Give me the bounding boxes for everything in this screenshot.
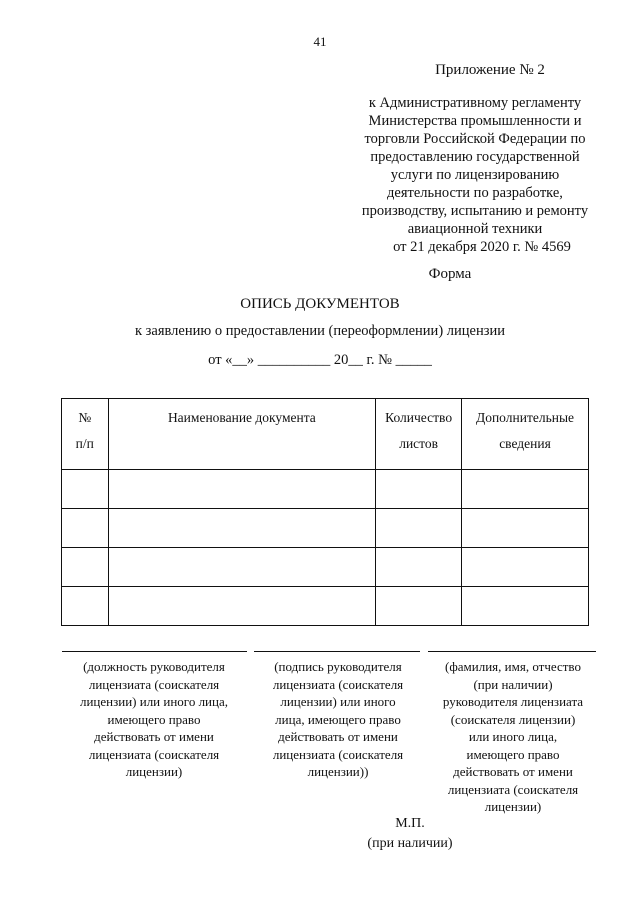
header-document-name: Наименование документа bbox=[108, 399, 376, 470]
regulation-line: к Административному регламенту bbox=[368, 95, 582, 111]
table-cell[interactable] bbox=[462, 509, 589, 548]
table-cell[interactable] bbox=[376, 548, 462, 587]
stamp-placeholder bbox=[340, 814, 480, 854]
table-cell[interactable] bbox=[376, 587, 462, 626]
table-cell[interactable] bbox=[108, 509, 376, 548]
table-header-row bbox=[62, 399, 589, 470]
regulation-line: авиационной техники bbox=[407, 221, 543, 237]
signature-caption-position: (должность руководителя лицензиата (соискателя лицензии) или иного лица, имеющего право действовать от имени лицензиата (соискателя лицензии) bbox=[79, 659, 228, 779]
appendix-title: Приложение № 2 bbox=[435, 62, 545, 78]
table-row bbox=[62, 548, 589, 587]
table-cell[interactable] bbox=[108, 548, 376, 587]
regulation-reference bbox=[350, 94, 600, 256]
signature-caption-fullname: (фамилия, имя, отчество (при наличии) руководителя лицензиата (соискателя лицензии) или иного лица, имеющего право действовать от имени лицензиата (соискателя лицензии) bbox=[442, 659, 584, 814]
table-cell[interactable] bbox=[376, 470, 462, 509]
regulation-line: производству, испытанию и ремонту bbox=[361, 203, 589, 219]
table-cell[interactable] bbox=[62, 470, 109, 509]
header-number: № п/п bbox=[62, 399, 109, 470]
table-cell[interactable] bbox=[108, 587, 376, 626]
header-sheet-count: Количество листов bbox=[376, 399, 462, 470]
page-number: 41 bbox=[313, 34, 327, 49]
table-row bbox=[62, 470, 589, 509]
table-cell[interactable] bbox=[62, 548, 109, 587]
signature-line-fullname[interactable] bbox=[428, 651, 596, 652]
signature-line-position[interactable] bbox=[62, 651, 247, 652]
table-cell[interactable] bbox=[62, 509, 109, 548]
documents-table bbox=[61, 398, 589, 626]
table-cell[interactable] bbox=[462, 470, 589, 509]
table-row bbox=[62, 587, 589, 626]
document-title: ОПИСЬ ДОКУМЕНТОВ bbox=[240, 296, 400, 312]
regulation-line: Министерства промышленности и bbox=[368, 113, 582, 129]
signature-line-signature[interactable] bbox=[254, 651, 420, 652]
regulation-line: деятельности по разработке, bbox=[387, 185, 563, 201]
document-date-line: от «__» __________ 20__ г. № _____ bbox=[208, 352, 432, 368]
regulation-line: торговли Российской Федерации по bbox=[364, 131, 586, 147]
regulation-line: услуги по лицензированию bbox=[390, 167, 560, 183]
stamp-label: М.П. bbox=[395, 816, 425, 831]
stamp-note: (при наличии) bbox=[367, 836, 453, 851]
table-cell[interactable] bbox=[376, 509, 462, 548]
table-cell[interactable] bbox=[62, 587, 109, 626]
table-cell[interactable] bbox=[462, 548, 589, 587]
header-additional-info: Дополнительные сведения bbox=[462, 399, 589, 470]
document-subtitle: к заявлению о предоставлении (переоформлении) лицензии bbox=[135, 323, 505, 339]
table-cell[interactable] bbox=[462, 587, 589, 626]
table-cell[interactable] bbox=[108, 470, 376, 509]
regulation-line: предоставлению государственной bbox=[370, 149, 580, 165]
table-row bbox=[62, 509, 589, 548]
form-label: Форма bbox=[428, 266, 472, 282]
regulation-date-line: от 21 декабря 2020 г. № 4569 bbox=[393, 239, 571, 255]
signature-caption-signature: (подпись руководителя лицензиата (соискателя лицензии) или иного лица, имеющего право действовать от имени лицензиата (соискателя лицензии)) bbox=[272, 659, 404, 779]
